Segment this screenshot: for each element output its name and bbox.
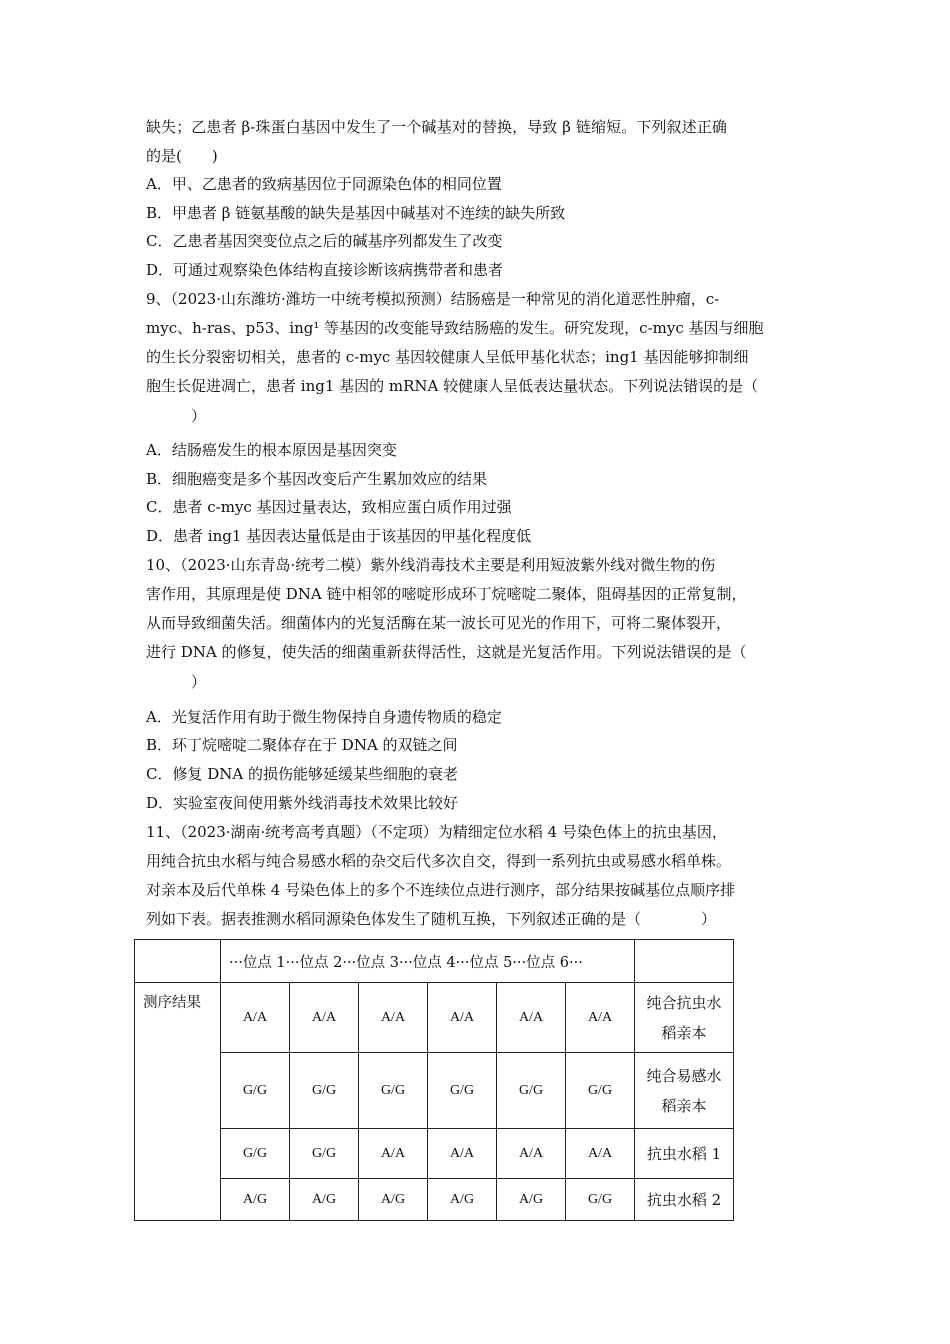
row-name: 纯合抗虫水稻亲本 [635, 983, 734, 1053]
table-row [135, 1179, 734, 1221]
table-cell: G/G [566, 1053, 635, 1129]
table-cell: A/A [428, 983, 497, 1053]
table-header-row [135, 940, 734, 983]
q8-option-d: D．可通过观察染色体结构直接诊断该病携带者和患者 [146, 261, 504, 279]
q8-option-b: B．甲患者 β 链氨基酸的缺失是基因中碱基对不连续的缺失所致 [146, 204, 566, 222]
q9-answer-blank: ） [146, 407, 207, 425]
table-cell: A/G [359, 1179, 428, 1221]
q10-stem-line-3: 从而导致细菌失活。细菌体内的光复活酶在某一波长可见光的作用下，可将二聚体裂开， [146, 614, 732, 632]
q8-option-c: C．乙患者基因突变位点之后的碱基序列都发生了改变 [146, 232, 503, 250]
q9-stem-line-1: 9、（2023·山东潍坊·潍坊一中统考模拟预测）结肠癌是一种常见的消化道恶性肿瘤，c- [146, 290, 720, 308]
table-row [135, 983, 734, 1053]
q10-answer-blank: ） [146, 673, 207, 691]
table-cell: A/G [497, 1179, 566, 1221]
q9-option-c: C．患者 c-myc 基因过量表达，致相应蛋白质作用过强 [146, 498, 512, 516]
q11-stem-line-2: 用纯合抗虫水稻与纯合易感水稻的杂交后代多次自交，得到一系列抗虫或易感水稻单株。 [146, 852, 732, 870]
table-cell: A/A [497, 983, 566, 1053]
q10-stem-line-1: 10、（2023·山东青岛·统考二模）紫外线消毒技术主要是利用短波紫外线对微生物的伤 [146, 556, 716, 574]
row-name: 纯合易感水稻亲本 [635, 1053, 734, 1129]
table-cell: G/G [359, 1053, 428, 1129]
table-header-name-cell [635, 940, 734, 983]
q8-option-a: A．甲、乙患者的致病基因位于同源染色体的相同位置 [146, 175, 502, 193]
sequencing-results-label: 测序结果 [135, 983, 221, 1221]
table-cell: G/G [428, 1053, 497, 1129]
table-cell: A/A [566, 1129, 635, 1179]
table-cell: A/A [290, 983, 359, 1053]
table-cell: A/A [359, 983, 428, 1053]
table-cell: A/A [566, 983, 635, 1053]
table-cell: A/G [428, 1179, 497, 1221]
table-row [135, 1053, 734, 1129]
table-cell: A/A [359, 1129, 428, 1179]
q10-stem-line-2: 害作用，其原理是使 DNA 链中相邻的嘧啶形成环丁烷嘧啶二聚体，阻碍基因的正常复制， [146, 585, 747, 603]
site-positions-header: ···位点 1···位点 2···位点 3···位点 4···位点 5···位点 6··· [221, 940, 635, 983]
q8-stem-line-1: 缺失；乙患者 β-珠蛋白基因中发生了一个碱基对的替换，导致 β 链缩短。下列叙述正确 [146, 118, 727, 136]
q11-stem-line-1: 11、（2023·湖南·统考高考真题）（不定项）为精细定位水稻 4 号染色体上的抗虫基因， [146, 823, 727, 841]
q10-option-b: B．环丁烷嘧啶二聚体存在于 DNA 的双链之间 [146, 736, 458, 754]
q9-option-b: B．细胞癌变是多个基因改变后产生累加效应的结果 [146, 470, 488, 488]
q10-option-a: A．光复活作用有助于微生物保持自身遗传物质的稳定 [146, 708, 502, 726]
q9-option-d: D．患者 ing1 基因表达量低是由于该基因的甲基化程度低 [146, 527, 532, 545]
q9-stem-line-3: 的生长分裂密切相关，患者的 c-myc 基因较健康人呈低甲基化状态；ing1 基因能够抑制细 [146, 348, 749, 366]
table-cell: A/A [497, 1129, 566, 1179]
table-row [135, 1129, 734, 1179]
table-cell: G/G [497, 1053, 566, 1129]
sequencing-results-table [134, 939, 734, 1221]
q10-option-d: D．实验室夜间使用紫外线消毒技术效果比较好 [146, 794, 459, 812]
q10-option-c: C．修复 DNA 的损伤能够延缓某些细胞的衰老 [146, 765, 458, 783]
table-cell: G/G [290, 1053, 359, 1129]
q9-stem-line-2: myc、h-ras、p53、ing¹ 等基因的改变能导致结肠癌的发生。研究发现，c-myc 基因与细胞 [146, 319, 764, 337]
table-cell: A/G [221, 1179, 290, 1221]
q9-option-a: A．结肠癌发生的根本原因是基因突变 [146, 441, 397, 459]
table-cell: A/A [221, 983, 290, 1053]
q8-stem-line-2: 的是( ) [146, 147, 218, 165]
table-corner-cell [135, 940, 221, 983]
q10-stem-line-4: 进行 DNA 的修复，使失活的细菌重新获得活性，这就是光复活作用。下列说法错误的是（ [146, 643, 747, 661]
table-cell: G/G [290, 1129, 359, 1179]
table-cell: G/G [221, 1129, 290, 1179]
table-cell: G/G [221, 1053, 290, 1129]
table-cell: G/G [566, 1179, 635, 1221]
table-cell: A/A [428, 1129, 497, 1179]
row-name: 抗虫水稻 2 [635, 1179, 734, 1221]
row-name: 抗虫水稻 1 [635, 1129, 734, 1179]
table-cell: A/G [290, 1179, 359, 1221]
q9-stem-line-4: 胞生长促进凋亡，患者 ing1 基因的 mRNA 较健康人呈低表达量状态。下列说法错误的是（ [146, 377, 759, 395]
q11-stem-line-4: 列如下表。据表推测水稻同源染色体发生了随机互换，下列叙述正确的是（ ） [146, 910, 717, 928]
q11-stem-line-3: 对亲本及后代单株 4 号染色体上的多个不连续位点进行测序，部分结果按碱基位点顺序排 [146, 881, 736, 899]
